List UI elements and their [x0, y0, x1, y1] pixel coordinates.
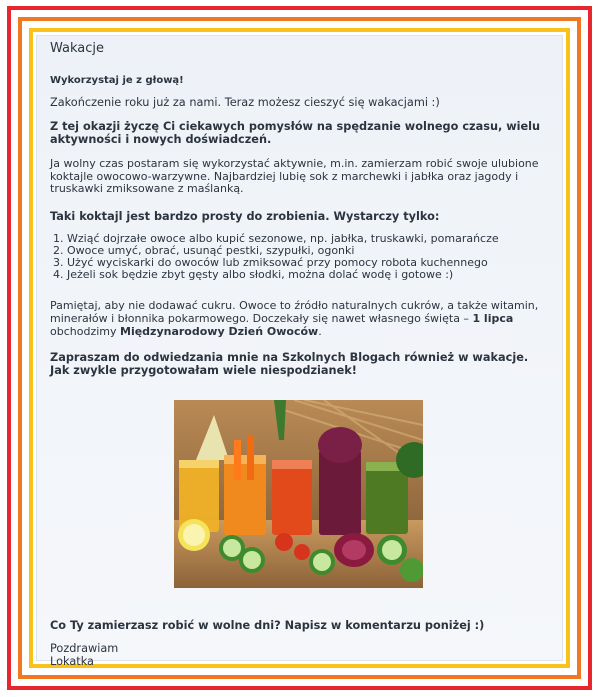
remember-text-end: .	[318, 325, 322, 338]
remember-text-start: Pamiętaj, aby nie dodawać cukru. Owoce to źródło naturalnych cukrów, a także witamin, minerałów i błonnika pokarmowego. Doczekały się nawet własnego święta –	[50, 299, 539, 325]
inner-yellow-frame	[29, 28, 570, 668]
free-time-paragraph: Ja wolny czas postaram się wykorzystać aktywnie, m.in. zamierzam robić swoje ulubione koktajle owocowo-warzywne. Najbardziej lubię sok z marchewki i jabłka oraz jagody i truskawki zmiksowane z maślanką.	[50, 157, 539, 195]
question-paragraph: Co Ty zamierzasz robić w wolne dni? Napisz w komentarzu poniżej :)	[50, 619, 485, 632]
recipe-step: 3. Użyć wyciskarki do owoców lub zmiksować przy pomocy robota kuchennego	[67, 257, 550, 269]
middle-orange-frame	[18, 17, 581, 679]
smoothie-glasses-image	[174, 400, 423, 588]
invite-paragraph: Zapraszam do odwiedzania mnie na Szkolnych Blogach również w wakacje. Jak zwykle przygotowałam wiele niespodzianek!	[50, 351, 529, 377]
recipe-steps-list	[50, 233, 550, 281]
outer-red-frame	[7, 6, 592, 690]
greeting-text: Pozdrawiam	[50, 642, 119, 655]
holiday-name: Międzynarodowy Dzień Owoców	[120, 325, 319, 338]
post-content	[36, 35, 563, 668]
wish-paragraph: Z tej okazji życzę Ci ciekawych pomysłów na spędzanie wolnego czasu, wielu aktywności i nowych doświadczeń.	[50, 120, 541, 146]
easy-heading: Taki koktajl jest bardzo prosty do zrobienia. Wystarczy tylko:	[50, 210, 440, 223]
juice-photo	[174, 400, 423, 588]
remember-text-middle: obchodzimy	[50, 325, 120, 338]
post-title: Wakacje	[50, 41, 105, 56]
recipe-step: 2. Owoce umyć, obrać, usunąć pestki, szypułki, ogonki	[67, 245, 550, 257]
post-subtitle: Wykorzystaj je z głową!	[50, 75, 184, 86]
holiday-date: 1 lipca	[472, 312, 514, 325]
recipe-step: 4. Jeżeli sok będzie zbyt gęsty albo słodki, można dolać wodę i gotowe :)	[67, 269, 550, 281]
recipe-step: 1. Wziąć dojrzałe owoce albo kupić sezonowe, np. jabłka, truskawki, pomarańcze	[67, 233, 550, 245]
author-name: Lokatka	[50, 655, 94, 668]
remember-paragraph	[50, 299, 550, 338]
intro-paragraph: Zakończenie roku już za nami. Teraz możesz cieszyć się wakacjami :)	[50, 96, 440, 109]
